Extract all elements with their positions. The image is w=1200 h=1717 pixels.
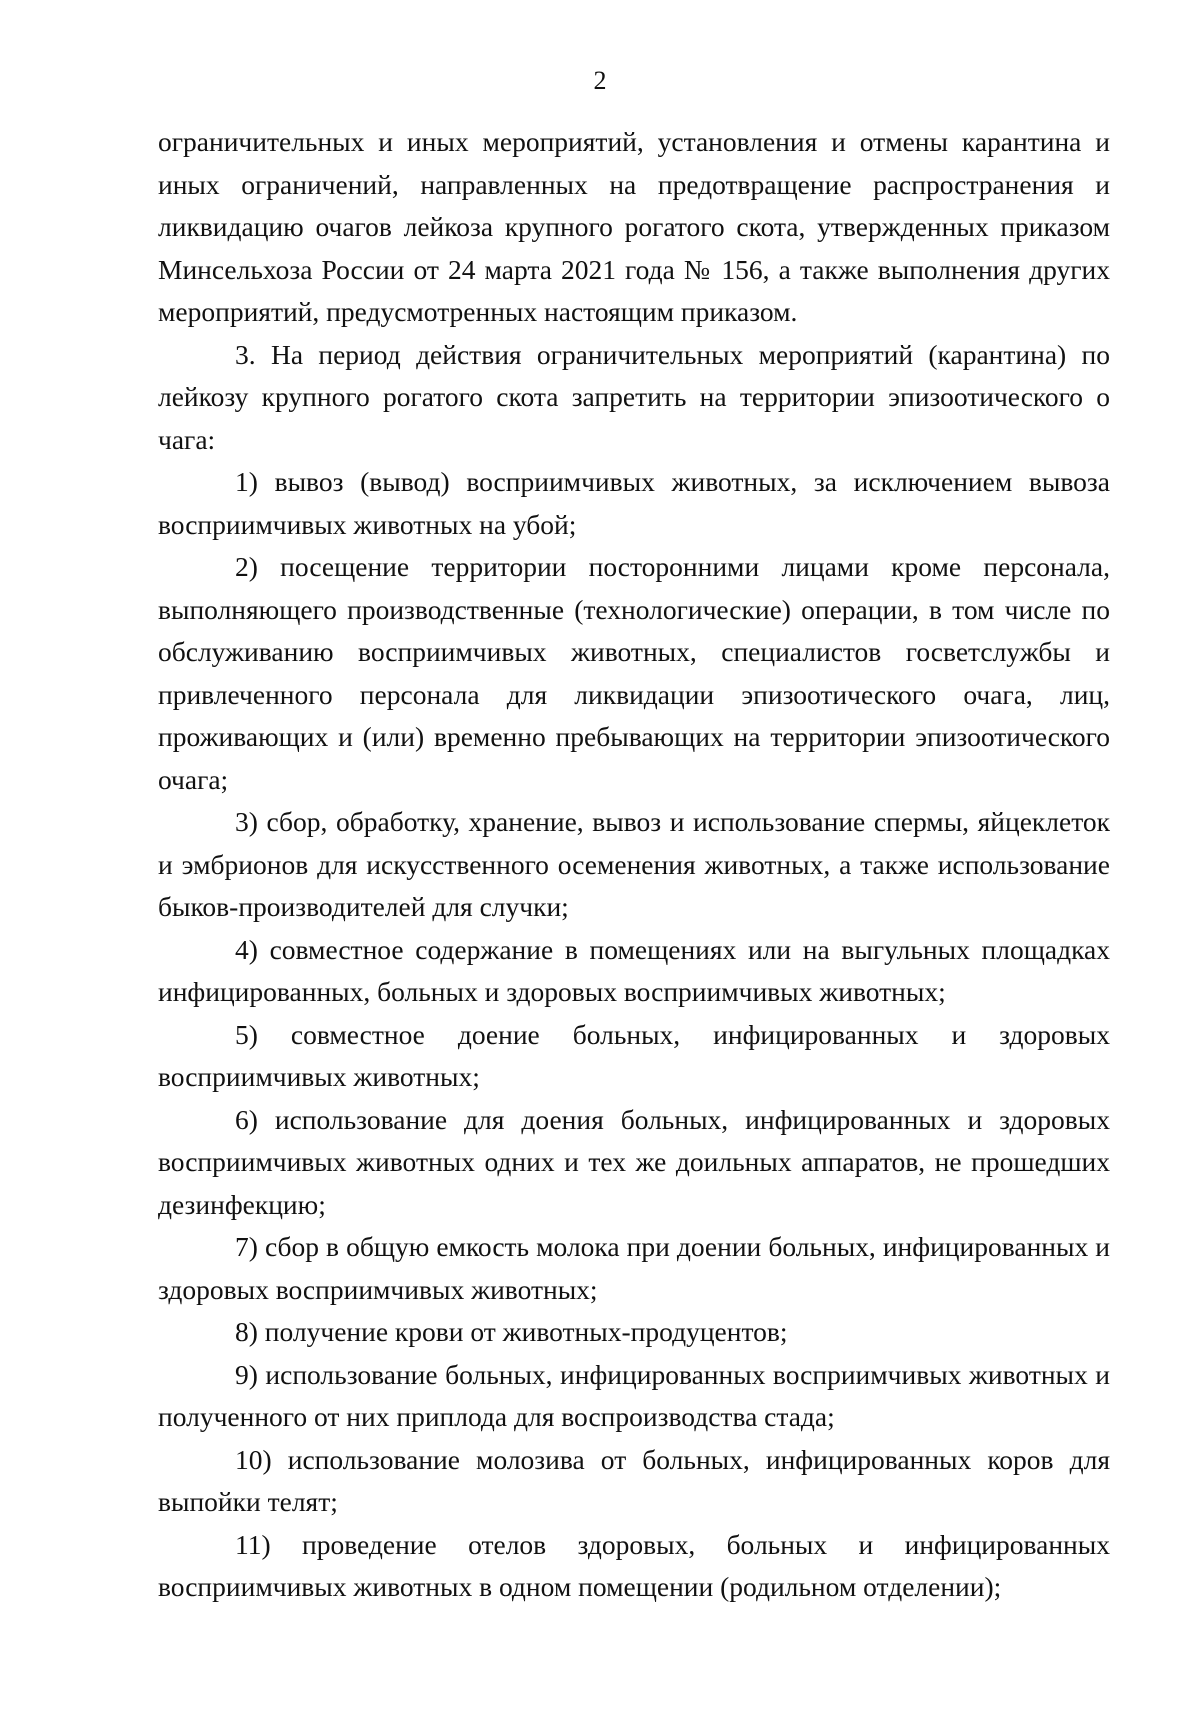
page-number: 2	[593, 66, 607, 95]
list-item-7: 7) сбор в общую емкость молока при доении больных, инфицированных и здоровых восприимчивых животных;	[158, 1231, 1110, 1305]
list-item-5: 5) совместное доение больных, инфицированных и здоровых восприимчивых животных;	[158, 1018, 1110, 1092]
document-body	[158, 121, 1110, 1609]
list-item-6: 6) использование для доения больных, инфицированных и здоровых восприимчивых животных одних и тех же доильных аппаратов, не прошедших дезинфекцию;	[158, 1103, 1110, 1220]
paragraph-clause-3: 3. На период действия ограничительных мероприятий (карантина) по лейкозу крупного рогатого скота запретить на территории эпизоотического о чага:	[158, 338, 1110, 455]
list-item-4: 4) совместное содержание в помещениях или на выгульных площадках инфицированных, больных и здоровых восприимчивых животных;	[158, 933, 1110, 1007]
list-item-3: 3) сбор, обработку, хранение, вывоз и использование спермы, яйцеклеток и эмбрионов для искусственного осеменения животных, а также использование быков-производителей для случки;	[158, 806, 1110, 922]
list-item-2: 2) посещение территории посторонними лицами кроме персонала, выполняющего производственные (технологические) операции, в том числе по обслуживанию восприимчивых животных, специалистов госветслужбы и привлеченного персонала для ликвидации эпизоотического очага, лиц, проживающих и (или) временно пребывающих на территории эпизоотического очага;	[158, 551, 1110, 795]
list-item-1: 1) вывоз (вывод) восприимчивых животных, за исключением вывоза восприимчивых животных на убой;	[158, 466, 1110, 540]
list-item-9: 9) использование больных, инфицированных восприимчивых животных и полученного от них приплода для воспроизводства стада;	[158, 1358, 1110, 1432]
list-item-11: 11) проведение отелов здоровых, больных и инфицированных восприимчивых животных в одном помещении (родильном отделении);	[158, 1528, 1110, 1602]
paragraph-continuation: ограничительных и иных мероприятий, установления и отмены карантина и иных ограничений, направленных на предотвращение распространения и ликвидацию очагов лейкоза крупного рогатого скота, утвержденных приказом Минсельхоза России от 24 марта 2021 года № 156, а также выполнения других мероприятий, предусмотренных настоящим приказом.	[158, 126, 1110, 327]
list-item-8: 8) получение крови от животных-продуцентов;	[235, 1316, 788, 1347]
list-item-10: 10) использование молозива от больных, инфицированных коров для выпойки телят;	[158, 1443, 1110, 1517]
